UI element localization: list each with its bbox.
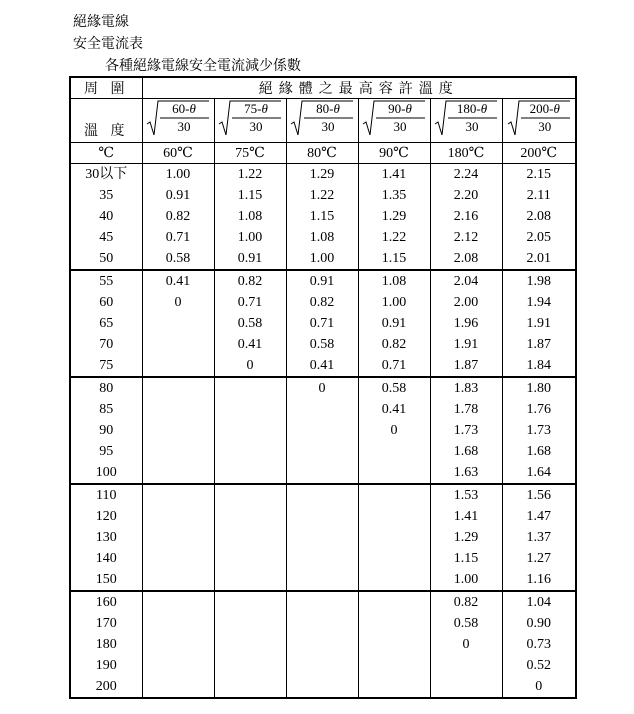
coefficient-cell <box>142 399 214 420</box>
coefficient-cell <box>214 591 286 613</box>
coefficient-cell: 0 <box>430 634 502 655</box>
unit-label: ℃ <box>70 143 142 164</box>
coefficient-cell <box>430 676 502 698</box>
coefficient-cell: 2.16 <box>430 206 502 227</box>
table-row <box>70 334 576 355</box>
coefficient-cell: 2.01 <box>502 248 576 270</box>
coefficient-cell: 2.15 <box>502 164 576 186</box>
coefficient-cell: 1.15 <box>286 206 358 227</box>
coefficient-cell: 1.08 <box>214 206 286 227</box>
coefficient-cell <box>286 527 358 548</box>
ambient-temperature-cell: 75 <box>70 355 142 377</box>
coefficient-cell: 1.96 <box>430 313 502 334</box>
unit-header: 180℃ <box>430 143 502 164</box>
table-row <box>70 270 576 292</box>
formula-header <box>142 99 214 143</box>
coefficient-cell: 0.82 <box>430 591 502 613</box>
coefficient-cell: 1.68 <box>430 441 502 462</box>
coefficient-cell <box>358 441 430 462</box>
coefficient-cell <box>142 377 214 399</box>
unit-header: 75℃ <box>214 143 286 164</box>
coefficient-cell <box>358 506 430 527</box>
coefficient-cell <box>142 420 214 441</box>
coefficient-cell: 1.22 <box>214 164 286 186</box>
coefficient-cell <box>214 377 286 399</box>
coefficient-cell <box>286 655 358 676</box>
ambient-temperature-cell: 200 <box>70 676 142 698</box>
theta-symbol: θ <box>333 101 340 116</box>
ambient-temperature-cell: 150 <box>70 569 142 591</box>
sqrt-fraction <box>434 100 498 136</box>
ambient-temperature-cell: 80 <box>70 377 142 399</box>
coefficient-cell <box>286 420 358 441</box>
coefficient-cell <box>142 569 214 591</box>
coefficient-cell: 1.00 <box>142 164 214 186</box>
coefficient-cell: 0 <box>142 292 214 313</box>
coefficient-cell <box>214 676 286 698</box>
coefficient-cell: 2.24 <box>430 164 502 186</box>
coefficient-cell: 0 <box>286 377 358 399</box>
fraction-numerator <box>304 101 352 117</box>
table-row <box>70 292 576 313</box>
coefficient-cell: 0.58 <box>358 377 430 399</box>
coefficient-cell: 1.04 <box>502 591 576 613</box>
ambient-temperature-cell: 35 <box>70 185 142 206</box>
coefficient-cell: 0.82 <box>286 292 358 313</box>
sqrt-fraction <box>290 100 354 136</box>
ambient-temperature-cell: 50 <box>70 248 142 270</box>
coefficient-cell: 1.00 <box>214 227 286 248</box>
coefficient-cell: 0.90 <box>502 613 576 634</box>
ambient-temperature-cell: 45 <box>70 227 142 248</box>
table-row <box>70 591 576 613</box>
coefficient-cell: 1.78 <box>430 399 502 420</box>
coefficient-cell: 0.71 <box>142 227 214 248</box>
coefficient-cell: 0.41 <box>286 355 358 377</box>
sqrt-fraction <box>146 100 210 136</box>
coefficient-cell: 1.91 <box>502 313 576 334</box>
coefficient-cell: 1.27 <box>502 548 576 569</box>
ambient-temperature-cell: 95 <box>70 441 142 462</box>
table-row <box>70 462 576 484</box>
coefficient-cell <box>286 569 358 591</box>
coefficient-cell: 1.76 <box>502 399 576 420</box>
coefficient-cell <box>358 613 430 634</box>
table-row <box>70 484 576 506</box>
ambient-temperature-cell: 130 <box>70 527 142 548</box>
coefficient-cell <box>142 676 214 698</box>
coefficient-cell: 0.91 <box>358 313 430 334</box>
formula-header <box>214 99 286 143</box>
coefficient-cell <box>214 441 286 462</box>
sqrt-fraction <box>507 100 571 136</box>
ambient-temperature-cell: 190 <box>70 655 142 676</box>
coefficient-cell: 1.15 <box>214 185 286 206</box>
table-row <box>70 613 576 634</box>
table-row <box>70 206 576 227</box>
coefficient-cell: 0.91 <box>214 248 286 270</box>
coefficient-cell <box>286 591 358 613</box>
ambient-temperature-cell: 120 <box>70 506 142 527</box>
coefficient-cell <box>286 484 358 506</box>
coefficient-cell: 0.58 <box>286 334 358 355</box>
coefficient-cell: 1.22 <box>286 185 358 206</box>
section-title: 安全電流表 <box>73 36 143 52</box>
coefficient-cell: 1.84 <box>502 355 576 377</box>
theta-symbol: θ <box>189 101 196 116</box>
formula-header <box>430 99 502 143</box>
table-row <box>70 248 576 270</box>
coefficient-cell: 1.37 <box>502 527 576 548</box>
table-row <box>70 420 576 441</box>
table-row <box>70 227 576 248</box>
coefficient-cell <box>358 462 430 484</box>
coefficient-cell: 2.08 <box>502 206 576 227</box>
coefficient-cell: 1.56 <box>502 484 576 506</box>
ambient-temperature-cell: 180 <box>70 634 142 655</box>
unit-header: 90℃ <box>358 143 430 164</box>
reduction-coefficient-table <box>69 76 577 699</box>
fraction-numerator <box>160 101 208 117</box>
table-row <box>70 548 576 569</box>
fraction-denominator: 30 <box>538 119 552 134</box>
coefficient-cell <box>142 462 214 484</box>
fraction-denominator: 30 <box>177 119 191 134</box>
coefficient-cell <box>142 484 214 506</box>
ambient-temperature-cell: 55 <box>70 270 142 292</box>
ambient-temperature-cell: 85 <box>70 399 142 420</box>
coefficient-cell: 1.29 <box>358 206 430 227</box>
unit-header: 60℃ <box>142 143 214 164</box>
ambient-temperature-cell: 65 <box>70 313 142 334</box>
coefficient-cell: 0 <box>502 676 576 698</box>
table-row <box>70 506 576 527</box>
coefficient-cell <box>286 613 358 634</box>
fraction-denominator: 30 <box>321 119 335 134</box>
coefficient-cell <box>358 569 430 591</box>
unit-header: 200℃ <box>502 143 576 164</box>
fraction-numerator <box>376 101 424 117</box>
coefficient-cell: 0.58 <box>430 613 502 634</box>
coefficient-cell: 1.00 <box>286 248 358 270</box>
coefficient-cell: 1.94 <box>502 292 576 313</box>
coefficient-cell <box>214 462 286 484</box>
coefficient-cell: 1.91 <box>430 334 502 355</box>
coefficient-cell: 0.82 <box>358 334 430 355</box>
coefficient-cell: 0.41 <box>358 399 430 420</box>
coefficient-cell: 1.16 <box>502 569 576 591</box>
fraction-denominator: 30 <box>393 119 407 134</box>
ambient-temperature-cell: 110 <box>70 484 142 506</box>
corner-header-top: 周 圍 <box>70 77 142 99</box>
coefficient-cell: 1.53 <box>430 484 502 506</box>
coefficient-cell <box>142 313 214 334</box>
coefficient-cell: 0.58 <box>214 313 286 334</box>
table-row <box>70 313 576 334</box>
coefficient-cell <box>214 655 286 676</box>
ambient-temperature-cell: 170 <box>70 613 142 634</box>
coefficient-cell <box>214 527 286 548</box>
coefficient-cell: 0.41 <box>214 334 286 355</box>
coefficient-cell: 0 <box>214 355 286 377</box>
coefficient-cell: 1.29 <box>430 527 502 548</box>
numerator-text: 180- <box>456 101 481 116</box>
table-row <box>70 655 576 676</box>
theta-symbol: θ <box>405 101 412 116</box>
coefficient-cell <box>286 634 358 655</box>
table-row <box>70 164 576 186</box>
sqrt-fraction <box>362 100 426 136</box>
coefficient-cell: 2.00 <box>430 292 502 313</box>
numerator-text: 90- <box>388 101 406 116</box>
coefficient-cell: 1.87 <box>430 355 502 377</box>
coefficient-cell <box>286 441 358 462</box>
ambient-temperature-cell: 60 <box>70 292 142 313</box>
theta-symbol: θ <box>480 101 488 116</box>
fraction-numerator <box>521 101 569 117</box>
coefficient-cell: 1.29 <box>286 164 358 186</box>
coefficient-cell: 1.80 <box>502 377 576 399</box>
coefficient-cell <box>142 355 214 377</box>
coefficient-cell: 1.35 <box>358 185 430 206</box>
coefficient-cell: 1.64 <box>502 462 576 484</box>
fraction-denominator: 30 <box>465 119 479 134</box>
unit-header: 80℃ <box>286 143 358 164</box>
table-row <box>70 355 576 377</box>
coefficient-cell <box>214 399 286 420</box>
coefficient-cell <box>286 506 358 527</box>
fraction-numerator <box>232 101 280 117</box>
coefficient-cell: 2.20 <box>430 185 502 206</box>
coefficient-cell: 2.11 <box>502 185 576 206</box>
coefficient-cell: 1.41 <box>358 164 430 186</box>
coefficient-cell <box>214 484 286 506</box>
ambient-temperature-cell: 140 <box>70 548 142 569</box>
coefficient-cell <box>214 634 286 655</box>
ambient-temperature-cell: 160 <box>70 591 142 613</box>
ambient-temperature-cell: 70 <box>70 334 142 355</box>
coefficient-cell <box>286 676 358 698</box>
fraction-denominator: 30 <box>249 119 263 134</box>
numerator-text: 60- <box>172 101 190 116</box>
numerator-text: 80- <box>316 101 334 116</box>
coefficient-cell: 1.63 <box>430 462 502 484</box>
coefficient-cell <box>214 420 286 441</box>
ambient-temperature-cell: 90 <box>70 420 142 441</box>
coefficient-cell <box>358 548 430 569</box>
numerator-text: 200- <box>529 101 554 116</box>
coefficient-cell <box>142 655 214 676</box>
max-temperature-header: 絕緣體之最高容許溫度 <box>142 77 576 99</box>
coefficient-cell <box>142 506 214 527</box>
coefficient-cell: 0.71 <box>358 355 430 377</box>
coefficient-cell: 1.47 <box>502 506 576 527</box>
coefficient-cell: 0.71 <box>214 292 286 313</box>
coefficient-cell: 0 <box>358 420 430 441</box>
coefficient-cell <box>142 441 214 462</box>
table-row <box>70 527 576 548</box>
coefficient-cell: 0.52 <box>502 655 576 676</box>
coefficient-cell: 2.08 <box>430 248 502 270</box>
formula-header <box>358 99 430 143</box>
table-row <box>70 634 576 655</box>
coefficient-cell <box>358 676 430 698</box>
ambient-temperature-cell: 40 <box>70 206 142 227</box>
coefficient-cell <box>286 462 358 484</box>
coefficient-cell <box>358 591 430 613</box>
coefficient-cell <box>358 484 430 506</box>
table-caption: 各種絕緣電線安全電流減少係數 <box>105 58 301 74</box>
coefficient-cell <box>358 527 430 548</box>
coefficient-cell: 1.00 <box>430 569 502 591</box>
coefficient-cell <box>142 634 214 655</box>
coefficient-cell: 2.04 <box>430 270 502 292</box>
sqrt-fraction <box>218 100 282 136</box>
coefficient-cell <box>358 655 430 676</box>
coefficient-cell: 0.91 <box>286 270 358 292</box>
coefficient-cell: 1.22 <box>358 227 430 248</box>
formula-header <box>286 99 358 143</box>
coefficient-cell: 1.87 <box>502 334 576 355</box>
coefficient-cell: 1.73 <box>502 420 576 441</box>
theta-symbol: θ <box>261 101 268 116</box>
coefficient-cell <box>286 548 358 569</box>
coefficient-cell <box>142 548 214 569</box>
theta-symbol: θ <box>553 101 560 116</box>
coefficient-cell <box>430 655 502 676</box>
coefficient-cell <box>142 527 214 548</box>
coefficient-cell: 1.73 <box>430 420 502 441</box>
table-row <box>70 399 576 420</box>
coefficient-cell <box>286 399 358 420</box>
coefficient-cell <box>142 334 214 355</box>
coefficient-cell: 1.15 <box>430 548 502 569</box>
table-row <box>70 441 576 462</box>
coefficient-cell <box>214 569 286 591</box>
coefficient-cell: 1.15 <box>358 248 430 270</box>
document-title: 絕緣電線 <box>73 14 129 30</box>
table-row <box>70 185 576 206</box>
ambient-temperature-cell: 100 <box>70 462 142 484</box>
coefficient-cell: 0.41 <box>142 270 214 292</box>
coefficient-cell: 0.73 <box>502 634 576 655</box>
coefficient-cell: 1.98 <box>502 270 576 292</box>
table-row <box>70 377 576 399</box>
coefficient-cell: 1.08 <box>286 227 358 248</box>
coefficient-cell: 0.71 <box>286 313 358 334</box>
coefficient-cell <box>214 548 286 569</box>
coefficient-cell <box>142 591 214 613</box>
coefficient-cell: 1.41 <box>430 506 502 527</box>
coefficient-cell: 1.08 <box>358 270 430 292</box>
ambient-temperature-cell: 30以下 <box>70 164 142 186</box>
coefficient-cell: 0.91 <box>142 185 214 206</box>
coefficient-cell: 0.58 <box>142 248 214 270</box>
coefficient-cell <box>214 506 286 527</box>
fraction-numerator <box>448 101 496 117</box>
coefficient-cell: 2.05 <box>502 227 576 248</box>
coefficient-cell <box>358 634 430 655</box>
coefficient-cell: 0.82 <box>142 206 214 227</box>
table-row <box>70 569 576 591</box>
coefficient-cell: 1.00 <box>358 292 430 313</box>
coefficient-cell <box>142 613 214 634</box>
corner-header-bottom: 溫 度 <box>70 99 142 143</box>
coefficient-cell: 0.82 <box>214 270 286 292</box>
coefficient-cell: 1.83 <box>430 377 502 399</box>
formula-header <box>502 99 576 143</box>
coefficient-cell: 1.68 <box>502 441 576 462</box>
table-row <box>70 676 576 698</box>
coefficient-cell <box>214 613 286 634</box>
coefficient-cell: 2.12 <box>430 227 502 248</box>
numerator-text: 75- <box>244 101 262 116</box>
